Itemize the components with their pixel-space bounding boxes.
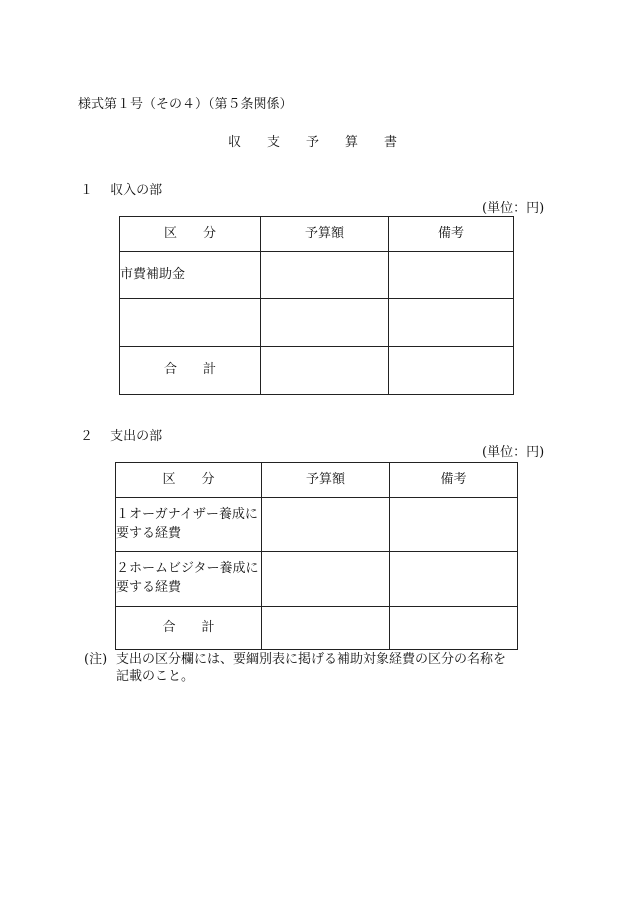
expense-row-remarks[interactable] <box>390 552 518 607</box>
expense-heading: ２ 支出の部 <box>80 429 163 444</box>
expense-row <box>116 552 518 607</box>
income-row-category[interactable] <box>120 299 261 347</box>
income-total-budget[interactable] <box>261 347 389 395</box>
income-row-remarks[interactable] <box>389 299 514 347</box>
expense-table <box>115 462 518 650</box>
income-table <box>119 216 514 395</box>
expense-row-remarks[interactable] <box>390 498 518 552</box>
note-line-2: 記載のこと。 <box>116 669 195 684</box>
income-row-remarks[interactable] <box>389 252 514 299</box>
expense-row <box>116 498 518 552</box>
income-header-remarks: 備考 <box>389 217 514 252</box>
income-total-label: 合 計 <box>120 347 261 395</box>
expense-row-budget[interactable] <box>262 498 390 552</box>
income-heading: １ 収入の部 <box>80 183 163 198</box>
expense-header-category: 区 分 <box>116 463 262 498</box>
expense-unit: (単位：円) <box>482 445 545 460</box>
note-line-1: 支出の区分欄には、要綱別表に掲げる補助対象経費の区分の名称を <box>116 652 507 667</box>
expense-total-row <box>116 607 518 650</box>
income-header-budget: 予算額 <box>261 217 389 252</box>
expense-total-label: 合 計 <box>116 607 262 650</box>
expense-header-row <box>116 463 518 498</box>
note-prefix: (注) <box>84 652 108 667</box>
income-row <box>120 299 514 347</box>
expense-header-remarks: 備考 <box>390 463 518 498</box>
income-header-category: 区 分 <box>120 217 261 252</box>
income-total-row <box>120 347 514 395</box>
expense-row-category: ２ホームビジター養成に要する経費 <box>116 552 262 607</box>
expense-row-budget[interactable] <box>262 552 390 607</box>
income-total-remarks[interactable] <box>389 347 514 395</box>
expense-total-budget[interactable] <box>262 607 390 650</box>
expense-total-remarks[interactable] <box>390 607 518 650</box>
expense-row-category: １オーガナイザー養成に要する経費 <box>116 498 262 552</box>
form-id: 様式第１号（その４）（第５条関係） <box>78 97 293 112</box>
document-title: 収 支 予 算 書 <box>228 135 398 150</box>
income-unit: (単位：円) <box>482 201 545 216</box>
income-row-category: 市費補助金 <box>120 252 261 299</box>
income-header-row <box>120 217 514 252</box>
income-row-budget[interactable] <box>261 252 389 299</box>
expense-header-budget: 予算額 <box>262 463 390 498</box>
income-row-budget[interactable] <box>261 299 389 347</box>
income-row <box>120 252 514 299</box>
